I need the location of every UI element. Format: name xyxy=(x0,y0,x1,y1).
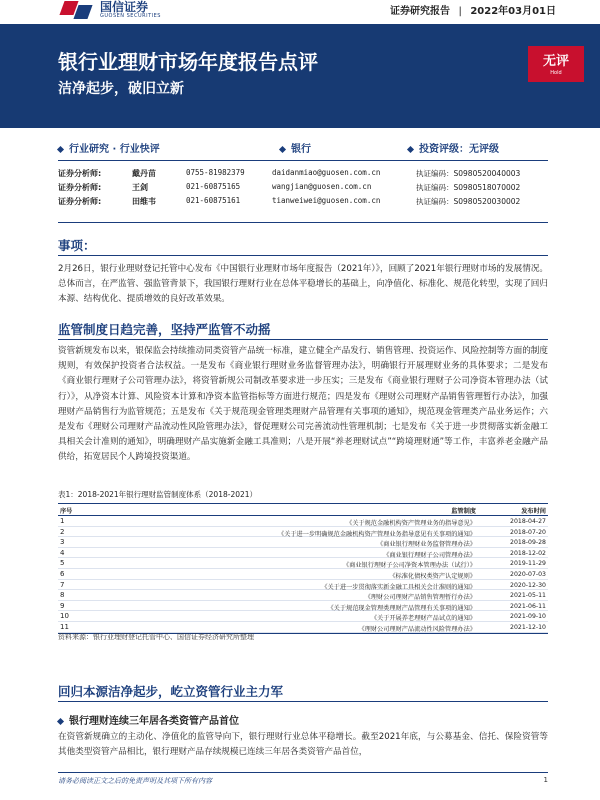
cell-regulation: 《关于规范现金管理类理财产品管理有关事项的通知》 xyxy=(327,604,476,612)
section-rule xyxy=(58,701,548,702)
cell-date: 2021-12-10 xyxy=(510,623,546,631)
cell-date: 2020-12-30 xyxy=(510,581,546,589)
cell-regulation: 《商业银行理财业务监督管理办法》 xyxy=(377,541,476,549)
analyst-label: 证券分析师: xyxy=(58,197,102,206)
table-row xyxy=(58,580,548,591)
analyst-phone: 021-60875165 xyxy=(186,182,241,191)
category-label: 行业研究 · 行业快评 xyxy=(69,144,160,155)
sub-heading xyxy=(58,712,239,727)
cell-no: 1 xyxy=(60,517,65,525)
cell-no: 7 xyxy=(60,580,65,589)
cell-no: 3 xyxy=(60,538,65,547)
analyst-email: tianweiwei@guosen.com.cn xyxy=(272,196,381,205)
table-row xyxy=(58,590,548,601)
cell-regulation: 《关于进一步贯彻落实新金融工具相关会计准则的通知》 xyxy=(321,583,476,591)
cell-date: 2021-09-10 xyxy=(510,613,546,621)
cell-no: 2 xyxy=(60,527,65,536)
table-row xyxy=(58,601,548,612)
logo-en-text: GUOSEN SECURITIES xyxy=(100,13,161,19)
rating-label: 投资评级：无评级 xyxy=(419,144,499,155)
section-heading-return: 回归本源洁净起步，屹立资管行业主力军 xyxy=(58,684,284,699)
title-banner xyxy=(0,24,600,128)
cell-date: 2019-11-29 xyxy=(510,560,546,568)
analyst-cert: 执证编码：S0980518070002 xyxy=(416,183,521,192)
cell-regulation: 《关于进一步明确规范金融机构资产管理业务指导意见有关事项的通知》 xyxy=(278,530,476,538)
diamond-bullet-icon xyxy=(279,145,286,152)
analyst-name: 田维韦 xyxy=(132,197,156,206)
diamond-bullet-icon xyxy=(407,145,414,152)
cell-date: 2020-07-03 xyxy=(510,570,546,578)
section-rule xyxy=(58,339,548,340)
cell-regulation: 《标准化债权类资产认定规则》 xyxy=(389,572,476,580)
cell-date: 2021-06-11 xyxy=(510,602,546,610)
table-row xyxy=(58,537,548,548)
section-rule xyxy=(58,255,548,256)
cell-no: 11 xyxy=(60,622,69,631)
rating-badge-label: 无评 xyxy=(542,54,569,69)
category-item xyxy=(58,140,160,155)
sector-label: 银行 xyxy=(291,144,311,155)
report-date: 2022年03月01日 xyxy=(470,6,556,17)
section-heading-event: 事项： xyxy=(58,238,96,253)
cell-date: 2018-04-27 xyxy=(510,518,546,525)
logo-mark-icon xyxy=(58,1,94,19)
analyst-label: 证券分析师: xyxy=(58,169,102,178)
cell-regulation: 《商业银行理财子公司净资本管理办法（试行）》 xyxy=(342,562,476,570)
cell-no: 9 xyxy=(60,601,65,610)
cell-no: 5 xyxy=(60,559,65,568)
analyst-email: wangjian@guosen.com.cn xyxy=(272,182,372,191)
analyst-cert: 执证编码：S0980520040003 xyxy=(416,169,521,178)
rating-badge xyxy=(528,46,584,82)
cell-regulation: 《理财公司理财产品销售管理暂行办法》 xyxy=(364,594,476,602)
cell-date: 2018-07-20 xyxy=(510,528,546,536)
header-regulation: 监管制度 xyxy=(451,508,476,515)
report-title: 银行业理财市场年度报告点评 xyxy=(58,50,318,74)
cell-regulation: 《关于开展养老理财产品试点的通知》 xyxy=(370,615,476,623)
cell-regulation: 《商业银行理财子公司管理办法》 xyxy=(383,551,476,559)
analyst-phone: 0755-81982379 xyxy=(186,168,245,177)
table-row xyxy=(58,516,548,527)
table-row xyxy=(58,622,548,633)
analyst-row xyxy=(58,168,548,182)
info-row xyxy=(58,140,548,156)
table-caption: 表1：2018-2021年银行理财监管制度体系（2018-2021） xyxy=(58,490,258,499)
analyst-phone: 021-60875161 xyxy=(186,196,241,205)
table-row xyxy=(58,527,548,538)
top-bar xyxy=(0,0,600,24)
cell-date: 2018-12-02 xyxy=(510,549,546,557)
company-logo xyxy=(58,0,161,20)
diamond-bullet-icon xyxy=(57,717,64,724)
divider xyxy=(58,160,548,161)
rating-item xyxy=(408,140,499,155)
return-paragraph: 在资管新规确立的主动化、净值化的监管导向下，银行理财行业总体平稳增长。截至2021年底，与公募基金、信托、保险资管等其他类型资管产品相比，银行理财产品存续规模已连续三年居各类资管产品首位， xyxy=(58,732,548,758)
analyst-email: daidanmiao@guosen.com.cn xyxy=(272,168,381,177)
cell-regulation: 《关于规范金融机构资产管理业务的指导意见》 xyxy=(346,520,476,527)
cell-date: 2018-09-28 xyxy=(510,539,546,547)
analyst-name: 戴丹苗 xyxy=(132,169,156,178)
header-meta xyxy=(390,2,556,17)
rating-badge-sub: Hold xyxy=(550,70,562,76)
cell-no: 6 xyxy=(60,569,65,578)
cell-date: 2021-05-11 xyxy=(510,592,546,600)
table-header-row xyxy=(58,503,548,516)
regulation-paragraph: 资管新规发布以来，银保监会持续推动同类资管产品统一标准，建立健全产品发行、销售管理、投资运作、风险控制等方面的制度规则，有效保护投资者合法权益。一是发布《商业银行理财业务监督管理办法》，明确银行开展理财业务的具体要求；二是发布《商业银行理财子公司管理办法》，将资管新规公司制改革要求进一步压实；三是发布《商业银行理财子公司净资本管理办法（试行）》，从净资本计算、风险资本计算和净资本监管指标等方面进行规范；四是发布《理财公司理财产品销售管理暂行办法》，加强理财产品销售行为监管规范；五是发布《关于规范现金管理类理财产品管理有关事项的通知》，规范现金管理类产品业务运作；六是发布《理财公司理财产品流动性风险管理办法》，督促理财公司完善流动性管理机制；七是发布《关于进一步贯彻落实新金融工具相关会计准则的通知》，明确理财产品实施新金融工具准则；八是开展“养老理财试点”“跨境理财通”等工作，丰富养老金融产品供给，拓宽居民个人跨境投资渠道。 xyxy=(58,346,548,463)
cell-regulation: 《理财公司理财产品流动性风险管理办法》 xyxy=(358,625,476,633)
analyst-row xyxy=(58,182,548,196)
cell-no: 10 xyxy=(60,612,69,621)
header-no: 序号 xyxy=(60,508,73,515)
analyst-name: 王剑 xyxy=(132,183,148,192)
section-heading-regulation: 监管制度日趋完善，坚持严监管不动摇 xyxy=(58,322,271,337)
regulation-table xyxy=(58,503,548,634)
report-type: 证券研究报告 xyxy=(389,6,450,17)
cell-no: 8 xyxy=(60,591,65,600)
table-source: 资料来源：银行业理财登记托管中心、国信证券经济研究所整理 xyxy=(58,633,254,641)
sector-item xyxy=(280,140,311,155)
event-paragraph: 2月26日，银行业理财登记托管中心发布《中国银行业理财市场年度报告（2021年）》，回顾了2021年银行理财市场的发展情况。总体而言，在严监管、强监管背景下，我国银行理财行业在总体平稳增长的基础上，向净值化、标准化、规范化转型，实现了回归本源、结构优化、提质增效的良好改革效果。 xyxy=(58,264,548,305)
sub-heading-text: 银行理财连续三年居各类资管产品首位 xyxy=(69,716,239,727)
analyst-cert: 执证编码：S0980520030002 xyxy=(416,197,521,206)
header-separator: | xyxy=(458,6,462,17)
table-row xyxy=(58,558,548,569)
table-row xyxy=(58,548,548,559)
logo-cn-text: 国信证券 xyxy=(100,0,149,14)
table-row xyxy=(58,611,548,622)
divider xyxy=(58,222,548,223)
footer-disclaimer: 请务必阅读正文之后的免责声明及其项下所有内容 xyxy=(58,777,212,785)
analyst-row xyxy=(58,196,548,210)
page-number: 1 xyxy=(543,776,548,784)
analyst-label: 证券分析师: xyxy=(58,183,102,192)
analyst-list xyxy=(58,168,548,210)
table-row xyxy=(58,569,548,580)
header-date: 发布时间 xyxy=(521,508,546,515)
cell-no: 4 xyxy=(60,548,65,557)
report-subtitle: 洁净起步，破旧立新 xyxy=(58,81,184,97)
diamond-bullet-icon xyxy=(57,145,64,152)
footer-divider xyxy=(58,772,548,773)
